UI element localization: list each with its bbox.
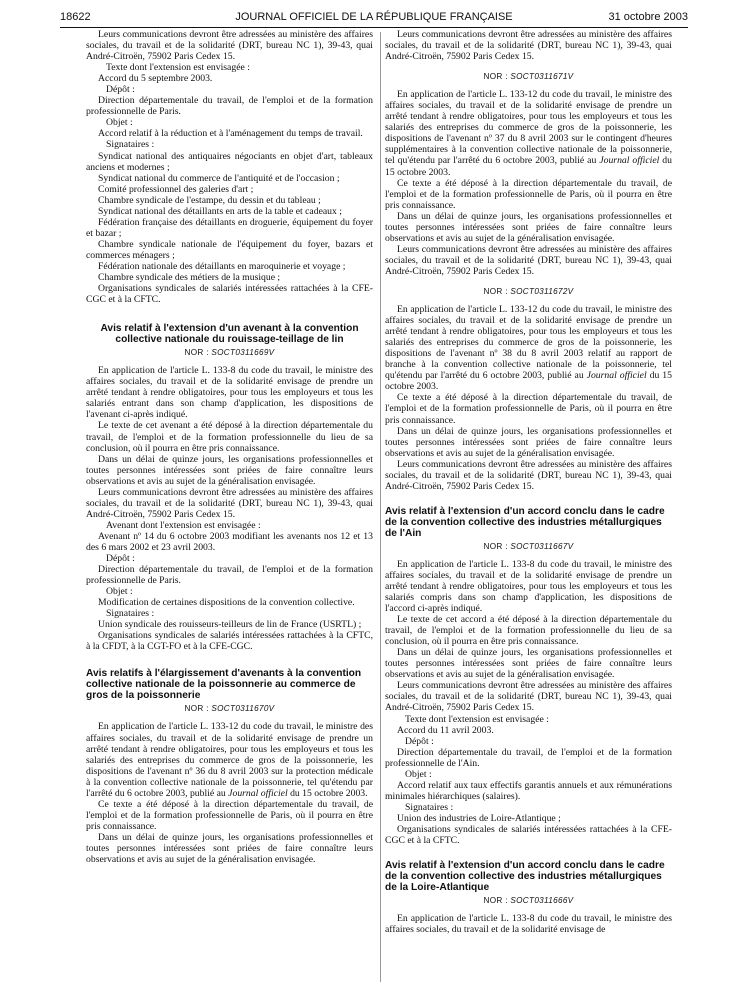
nor-label: NOR :: [184, 704, 209, 714]
paragraph: Accord du 5 septembre 2003.: [98, 73, 213, 85]
paragraph: Dans un délai de quinze jours, les organisations professionnelles et toutes personnes intéressées sont priées de faire connaître leurs observations et avis au sujet de la généralisation envisagée.: [385, 425, 672, 459]
label: Dépôt :: [405, 735, 434, 747]
label: Signataires :: [405, 801, 454, 813]
paragraph: En application de l'article L. 133-8 du code du travail, le ministre des affaires sociales, du travail et de la solidarité envisage de prendre un arrêté tendant à rendre obligatoires, pour tous les employeurs et tous les salariés entrant dans son champ d'application, les dispositions de l'avenant ci-après indiqué.: [86, 365, 373, 421]
paragraph: Modification de certaines dispositions de la convention collective.: [98, 597, 355, 609]
nor-code: SOCT0311669V: [211, 348, 275, 358]
notice-title: Avis relatifs à l'élargissement d'avenants à la convention collective nationale de la poissonnerie au commerce de gros de la poissonnerie: [86, 668, 362, 702]
paragraph: Le texte de cet accord a été déposé à la direction départementale du travail, de l'emploi et de la formation professionnelle du lieu de sa conclusion, où il pourra en être pris connaissance.: [385, 614, 672, 648]
left-column: [86, 29, 373, 984]
nor-label: NOR :: [184, 348, 209, 358]
paragraph: Dans un délai de quinze jours, les organisations professionnelles et toutes personnes intéressées sont priées de faire connaître leurs observations et avis au sujet de la généralisation envisagée.: [86, 831, 373, 866]
paragraph: Ce texte a été déposé à la direction départementale du travail, de l'emploi et de la formation professionnelle de Paris, où il pourra en être pris connaissance.: [385, 392, 672, 426]
signatory: Fédération française des détaillants en droguerie, équipement du foyer et bazar ;: [86, 216, 373, 239]
nor-label: NOR :: [483, 896, 508, 906]
right-column: [385, 29, 672, 984]
nor-reference: [385, 541, 672, 552]
column-separator: [380, 32, 381, 982]
paragraph: Leurs communications devront être adressées au ministère des affaires sociales, du travail et de la solidarité (DRT, bureau NC 1), 39-43, quai André-Citroën, 75902 Paris Cedex 15.: [385, 458, 672, 492]
label: Dépôt :: [106, 553, 135, 565]
nor-code: SOCT0311672V: [510, 286, 574, 296]
paragraph: Accord du 11 avril 2003.: [397, 724, 494, 736]
nor-reference: [385, 286, 672, 297]
signatory: Fédération nationale des détaillants en maroquinerie et voyage ;: [98, 260, 346, 272]
paragraph: En application de l'article L. 133-12 du code du travail, le ministre des affaires sociales, du travail et de la solidarité envisage de prendre un arrêté tendant à rendre obligatoires, pour tous les employeurs et tous les salariés des entreprises du commerce de gros de la poissonnerie, les dispositions de l'avenant nº 38 du 8 avril 2003 relatif au rapport de branche à la convention collective nationale de la poissonnerie, tel qu'étendu par l'arrêté du 6 octobre 2003, publié au Journal officiel du 15 octobre 2003.: [385, 304, 672, 393]
paragraph: Direction départementale du travail, de l'emploi et de la formation professionnelle de Paris.: [86, 95, 373, 118]
signatory: Comité professionnel des galeries d'art ;: [98, 183, 254, 195]
paragraph: Ce texte a été déposé à la direction départementale du travail, de l'emploi et de la formation professionnelle de Paris, où il pourra en être pris connaissance.: [385, 177, 672, 211]
paragraph: Dans un délai de quinze jours, les organisations professionnelles et toutes personnes intéressées sont priées de faire connaître leurs observations et avis au sujet de la généralisation envisagée.: [86, 453, 373, 487]
nor-code: SOCT0311670V: [211, 704, 275, 714]
signatory: Syndicat national du commerce de l'antiquité et de l'occasion ;: [98, 172, 340, 184]
notice-title: Avis relatif à l'extension d'un accord conclu dans le cadre de la convention collective des industries métallurgiques de l'Ain: [385, 505, 665, 539]
paragraph: En application de l'article L. 133-8 du code du travail, le ministre des affaires sociales, du travail et de la solidarité envisage de prendre un arrêté tendant à rendre obligatoires, pour tous les employeurs et tous les salariés compris dans son champ d'application, les dispositions de l'accord ci-après indiqué.: [385, 558, 672, 615]
signatory: Organisations syndicales de salariés intéressées rattachées à la CFE-CGC et à la CFTC.: [86, 283, 373, 306]
notice-title: Avis relatif à l'extension d'un avenant à la convention collective nationale du rouissage-teillage de lin: [100, 323, 359, 346]
paragraph: Union des industries de Loire-Atlantique ;: [397, 812, 561, 824]
issue-date: 31 octobre 2003: [608, 11, 688, 23]
signatory: Chambre syndicale nationale de l'équipement du foyer, bazars et commerces ménagers ;: [86, 238, 373, 261]
nor-label: NOR :: [483, 541, 508, 551]
paragraph: Leurs communications devront être adressées au ministère des affaires sociales, du travail et de la solidarité (DRT, bureau NC 1), 39-43, quai André-Citroën, 75902 Paris Cedex 15.: [86, 486, 373, 520]
notice-title: Avis relatif à l'extension d'un accord conclu dans le cadre de la convention collective des industries métallurgiques de la Loire-Atlantique: [385, 860, 665, 894]
paragraph: Le texte de cet avenant a été déposé à la direction départementale du travail, de l'emploi et de la formation professionnelle du lieu de sa conclusion, où il pourra en être pris connaissance.: [86, 420, 373, 454]
label: Dépôt :: [106, 84, 135, 96]
signatory: Chambre syndicale de l'estampe, du dessin et du tableau ;: [98, 194, 321, 206]
paragraph: Leurs communications devront être adressées au ministère des affaires sociales, du travail et de la solidarité (DRT, bureau NC 1), 39-43, quai André-Citroën, 75902 Paris Cedex 15.: [385, 243, 672, 277]
paragraph: Leurs communications devront être adressées au ministère des affaires sociales, du travail et de la solidarité (DRT, bureau NC 1), 39-43, quai André-Citroën, 75902 Paris Cedex 15.: [385, 29, 672, 63]
label: Objet :: [405, 768, 432, 780]
nor-reference: [385, 71, 672, 82]
nor-code: SOCT0311671V: [510, 72, 574, 82]
nor-reference: [86, 703, 373, 714]
paragraph: Ce texte a été déposé à la direction départementale du travail, de l'emploi et de la formation professionnelle de Paris, où il pourra en être pris connaissance.: [86, 798, 373, 832]
page-number: 18622: [60, 11, 91, 23]
paragraph: Leurs communications devront être adressées au ministère des affaires sociales, du travail et de la solidarité (DRT, bureau NC 1), 39-43, quai André-Citroën, 75902 Paris Cedex 15.: [86, 29, 373, 63]
signatory: Syndicat national des détaillants en arts de la table et cadeaux ;: [98, 205, 342, 217]
journal-title: JOURNAL OFFICIEL DE LA RÉPUBLIQUE FRANÇAISE: [235, 11, 513, 23]
paragraph: Dans un délai de quinze jours, les organisations professionnelles et toutes personnes intéressées sont priées de faire connaître leurs observations et avis au sujet de la généralisation envisagée.: [385, 210, 672, 244]
nor-label: NOR :: [483, 286, 508, 296]
label: Objet :: [106, 586, 133, 598]
paragraph: Union syndicale des rouisseurs-teilleurs de lin de France (USRTL) ;: [98, 619, 362, 631]
nor-code: SOCT0311667V: [510, 541, 574, 551]
paragraph: En application de l'article L. 133-8 du code du travail, le ministre des affaires sociales, du travail et de la solidarité envisage de: [385, 913, 672, 936]
label: Signataires :: [106, 608, 155, 620]
header-rule: [60, 27, 688, 28]
signatory: Syndicat national des antiquaires négociants en objet d'art, tableaux anciens et modernes ;: [86, 150, 373, 173]
paragraph: Leurs communications devront être adressées au ministère des affaires sociales, du travail et de la solidarité (DRT, bureau NC 1), 39-43, quai André-Citroën, 75902 Paris Cedex 15.: [385, 680, 672, 714]
label: Signataires :: [106, 139, 155, 151]
nor-code: SOCT0311666V: [510, 896, 574, 906]
paragraph: Organisations syndicales de salariés intéressées rattachées à la CFTC, à la CFDT, à la CGT-FO et à la CFE-CGC.: [86, 630, 373, 653]
paragraph: Accord relatif aux taux effectifs garantis annuels et aux rémunérations minimales hiérarchiques (salaires).: [385, 779, 672, 802]
paragraph: Organisations syndicales de salariés intéressées rattachées à la CFE-CGC et à la CFTC.: [385, 824, 672, 847]
paragraph: Direction départementale du travail, de l'emploi et de la formation professionnelle de l'Ain.: [385, 746, 672, 769]
label: Texte dont l'extension est envisagée :: [405, 713, 549, 725]
journal-reference: Journal officiel: [599, 155, 660, 167]
label: Avenant dont l'extension est envisagée :: [106, 519, 261, 531]
journal-reference: Journal officiel: [586, 370, 647, 382]
nor-reference: [385, 895, 672, 906]
paragraph: En application de l'article L. 133-12 du code du travail, le ministre des affaires sociales, du travail et de la solidarité envisage de prendre un arrêté tendant à rendre obligatoires, pour tous les employeurs et tous les salariés des entreprises du commerce de gros de la poissonnerie, les dispositions de l'avenant nº 36 du 8 avril 2003 sur la protection médicale à la convention collective nationale de la poissonnerie, tel qu'étendu par l'arrêté du 6 octobre 2003, publié au Journal officiel du 15 octobre 2003.: [86, 721, 373, 799]
nor-reference: [86, 347, 373, 358]
paragraph: Direction départementale du travail, de l'emploi et de la formation professionnelle de Paris.: [86, 564, 373, 587]
paragraph: Avenant nº 14 du 6 octobre 2003 modifiant les avenants nos 12 et 13 des 6 mars 2002 et 23 avril 2003.: [86, 530, 373, 553]
label: Texte dont l'extension est envisagée :: [106, 62, 250, 74]
paragraph: En application de l'article L. 133-12 du code du travail, le ministre des affaires sociales, du travail et de la solidarité envisage de prendre un arrêté tendant à rendre obligatoires, pour tous les employeurs et tous les salariés des entreprises du commerce de gros de la poissonnerie, les dispositions de l'avenant nº 37 du 8 avril 2003 sur le contingent d'heures supplémentaires à la convention collective nationale de la poissonnerie, tel qu'étendu par l'arrêté du 6 octobre 2003, publié au Journal officiel du 15 octobre 2003.: [385, 89, 672, 178]
paragraph: Dans un délai de quinze jours, les organisations professionnelles et toutes personnes intéressées sont priées de faire connaître leurs observations et avis au sujet de la généralisation envisagée.: [385, 647, 672, 681]
signatory: Chambre syndicale des métiers de la musique ;: [98, 272, 281, 284]
page-header: [60, 8, 688, 26]
label: Objet :: [106, 117, 133, 129]
journal-reference: Journal officiel: [228, 787, 288, 799]
paragraph: Accord relatif à la réduction et à l'aménagement du temps de travail.: [98, 128, 363, 140]
nor-label: NOR :: [483, 72, 508, 82]
